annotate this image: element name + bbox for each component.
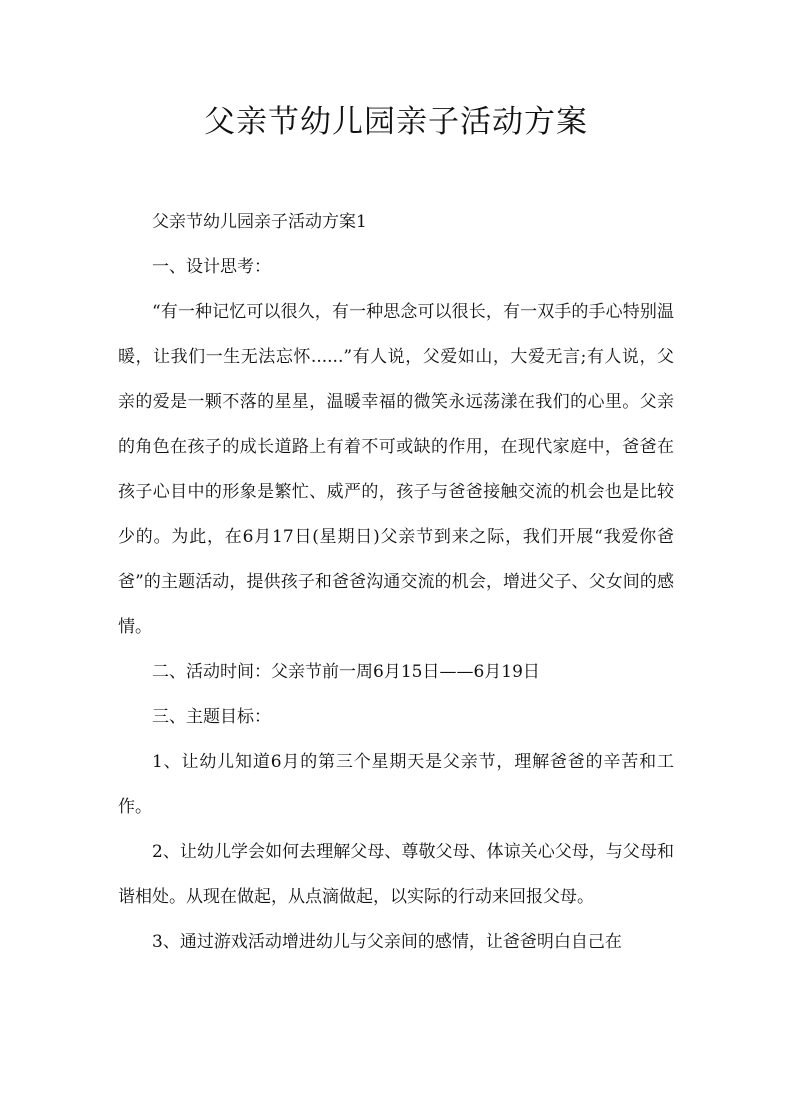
paragraph-design-heading: 一、设计思考： — [152, 257, 271, 277]
section-heading: 父亲节幼儿园亲子活动方案1 — [152, 212, 367, 232]
paragraph-goal-1: 1、让幼儿知道6月的第三个星期天是父亲节，理解爸爸的辛苦和工作。 — [118, 752, 674, 817]
document-body — [118, 200, 674, 965]
paragraph-goal-2: 2、让幼儿学会如何去理解父母、尊敬父母、体谅关心父母，与父母和谐相处。从现在做起，从点滴做起，以实际的行动来回报父母。 — [118, 842, 674, 907]
paragraph-goals-heading: 三、主题目标： — [152, 707, 271, 727]
document-title: 父亲节幼儿园亲子活动方案 — [204, 104, 588, 140]
paragraph-design-text: “有一种记忆可以很久，有一种思念可以很长，有一双手的手心特别温暖，让我们一生无法忘怀......”有人说，父爱如山，大爱无言;有人说，父亲的爱是一颗不落的星星，温暖幸福的微笑永远荡漾在我们的心里。父亲的角色在孩子的成长道路上有着不可或缺的作用，在现代家庭中，爸爸在孩子心目中的形象是繁忙、威严的，孩子与爸爸接触交流的机会也是比较少的。为此，在6月17日(星期日)父亲节到来之际，我们开展“我爱你爸爸”的主题活动，提供孩子和爸爸沟通交流的机会，增进父子、父女间的感情。 — [118, 302, 674, 637]
paragraph-activity-time: 二、活动时间：父亲节前一周6月15日——6月19日 — [152, 662, 540, 682]
paragraph-goal-3: 3、通过游戏活动增进幼儿与父亲间的感情，让爸爸明白自己在 — [152, 932, 622, 952]
